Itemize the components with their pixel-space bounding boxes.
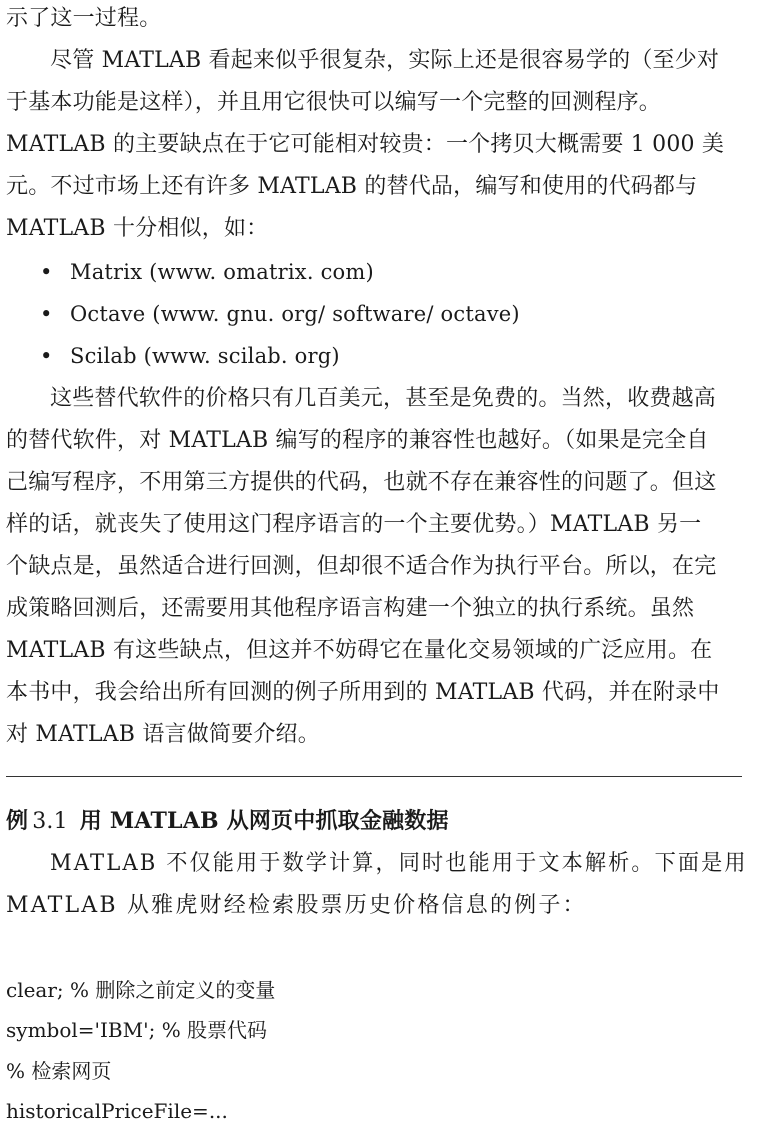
code-line: clear; % 删除之前定义的变量: [6, 978, 276, 1002]
text-line: MATLAB 十分相似，如：: [6, 216, 269, 241]
example-heading: [6, 806, 748, 837]
text-line: 本书中，我会给出所有回测的例子所用到的 MATLAB 代码，并在附录中: [6, 680, 720, 705]
bullet-item: [40, 257, 740, 287]
text-line: MATLAB 不仅能用于数学计算，同时也能用于文本解析。下面是用: [50, 851, 748, 876]
example-number: 3.1: [32, 809, 68, 834]
text-line: 己编写程序，不用第三方提供的代码，也就不存在兼容性的问题了。但这: [6, 470, 717, 495]
bullet-dot-icon: •: [40, 260, 53, 284]
text-line: 的替代软件，对 MATLAB 编写的程序的兼容性也越好。（如果是完全自: [6, 428, 709, 453]
text-line: MATLAB 有这些缺点，但这并不妨碍它在量化交易领域的广泛应用。在: [6, 638, 713, 663]
section-divider: [6, 776, 742, 777]
bullet-text: Scilab (www. scilab. org): [70, 344, 340, 368]
text-line: 样的话，就丧失了使用这门程序语言的一个主要优势。）MATLAB 另一: [6, 512, 702, 537]
text-line: 个缺点是，虽然适合进行回测，但却很不适合作为执行平台。所以，在完: [6, 554, 717, 579]
text-line: 成策略回测后，还需要用其他程序语言构建一个独立的执行系统。虽然: [6, 596, 695, 621]
code-line: % 检索网页: [6, 1059, 112, 1083]
bullet-dot-icon: •: [40, 302, 53, 326]
bullet-text: Matrix (www. omatrix. com): [70, 260, 374, 284]
text-line: 于基本功能是这样），并且用它很快可以编写一个完整的回测程序。: [6, 90, 662, 115]
example-title: 用 MATLAB 从网页中抓取金融数据: [79, 808, 449, 834]
code-line: symbol='IBM'; % 股票代码: [6, 1018, 268, 1042]
text-line: 这些替代软件的价格只有几百美元，甚至是免费的。当然，收费越高: [50, 386, 717, 411]
text-line: 对 MATLAB 语言做简要介绍。: [6, 722, 320, 747]
text-line: MATLAB 从雅虎财经检索股票历史价格信息的例子：: [6, 893, 587, 918]
text-line: 示了这一过程。: [6, 6, 162, 31]
text-line: MATLAB 的主要缺点在于它可能相对较贵：一个拷贝大概需要 1 000 美: [6, 132, 725, 157]
code-line: historicalPriceFile=...: [6, 1099, 228, 1123]
text-line: 元。不过市场上还有许多 MATLAB 的替代品，编写和使用的代码都与: [6, 174, 698, 199]
bullet-dot-icon: •: [40, 344, 53, 368]
bullet-text: Octave (www. gnu. org/ software/ octave): [70, 302, 520, 326]
example-label: 例: [6, 808, 29, 834]
bullet-item: [40, 299, 740, 329]
text-line: 尽管 MATLAB 看起来似乎很复杂，实际上还是很容易学的（至少对: [50, 48, 720, 73]
bullet-item: [40, 341, 740, 371]
